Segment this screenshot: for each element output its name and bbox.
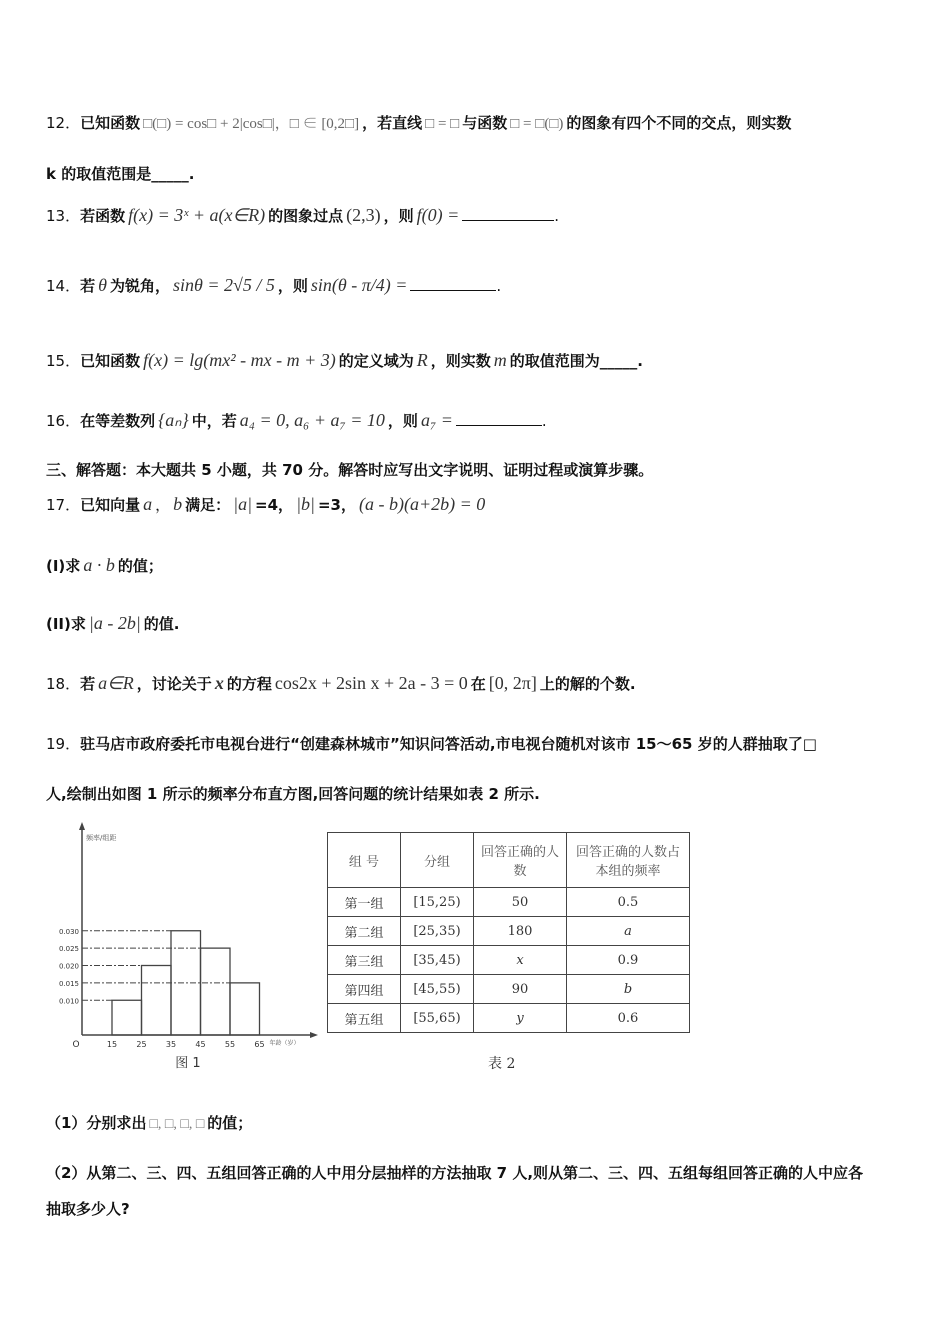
histogram-bar	[142, 966, 172, 1036]
formula: (a - b)(a+2b) = 0	[358, 494, 486, 514]
text: 的值；	[117, 557, 163, 575]
text: ，则实数	[430, 352, 491, 370]
column-header: 回答正确的人数占本组的频率	[567, 833, 690, 888]
question-19-cont: 人,绘制出如图 1 所示的频率分布直方图,回答问题的统计结果如表 2 所示.	[46, 785, 540, 803]
formula: □(□) = cos□ + 2|cos□|，□ ∈ [0,2□]	[143, 116, 360, 132]
table-cell: y	[474, 1004, 567, 1033]
histogram-chart	[40, 820, 320, 1080]
formula: R	[416, 350, 428, 370]
text: 求	[70, 615, 86, 633]
text: 在	[470, 675, 486, 693]
y-tick-label: 0.020	[58, 962, 79, 971]
table-row	[328, 888, 690, 917]
text: =3，	[317, 496, 356, 514]
formula: sin(θ - π/4) =	[310, 275, 408, 295]
formula: b	[173, 494, 183, 514]
q-number: 15．	[46, 352, 81, 370]
table-cell: [25,35)	[401, 917, 474, 946]
table-cell: 第三组	[328, 946, 401, 975]
y-tick-label: 0.030	[58, 927, 79, 936]
text: 已知函数	[80, 114, 141, 132]
answer-blank	[456, 424, 542, 426]
question-19-part2-cont: 抽取多少人?	[46, 1200, 130, 1218]
question-12	[46, 112, 791, 133]
text: 若	[80, 277, 96, 295]
q-number: 12．	[46, 114, 81, 132]
table-cell: 第五组	[328, 1004, 401, 1033]
q-number: 14．	[46, 277, 81, 295]
x-tick-label: 35	[165, 1040, 177, 1049]
text: 的定义域为	[338, 352, 414, 370]
table-row	[328, 1004, 690, 1033]
text: 上的解的个数.	[539, 675, 636, 693]
text: =4，	[255, 496, 294, 514]
y-axis-arrow	[79, 822, 85, 830]
text: ，则	[277, 277, 308, 295]
formula: θ	[98, 275, 107, 295]
formula: a∈R	[98, 673, 134, 693]
formula: a · b	[83, 555, 115, 575]
y-tick-label: 0.015	[58, 979, 79, 988]
text: 中，若	[191, 412, 237, 430]
text: 在等差数列	[80, 412, 156, 430]
text: .	[496, 277, 502, 295]
table-cell: 第一组	[328, 888, 401, 917]
table-header	[328, 833, 690, 888]
question-17-part1	[46, 555, 163, 576]
formula: x	[214, 673, 224, 693]
text: 已知向量	[80, 496, 141, 514]
answer-blank	[410, 289, 496, 291]
table-cell: 180	[474, 917, 567, 946]
table-cell: 0.9	[567, 946, 690, 975]
table-cell: 0.6	[567, 1004, 690, 1033]
question-17	[46, 494, 488, 515]
question-12-cont: k 的取值范围是_____.	[46, 165, 195, 183]
text: .	[541, 412, 547, 430]
x-tick-label: 55	[224, 1040, 236, 1049]
formula: [0, 2π]	[488, 673, 537, 693]
q-number: 19．	[46, 735, 81, 753]
text: 的取值范围为_____.	[509, 352, 643, 370]
table-cell: [15,25)	[401, 888, 474, 917]
text: 为锐角，	[109, 277, 170, 295]
formula: a	[143, 494, 153, 514]
text: 的方程	[226, 675, 272, 693]
formula: {aₙ}	[158, 410, 189, 430]
formula: sinθ = 2√5 / 5	[172, 275, 275, 295]
question-14	[46, 275, 501, 296]
table-cell: 第二组	[328, 917, 401, 946]
x-tick-label: 25	[136, 1040, 147, 1049]
answer-blank	[462, 219, 554, 221]
formula: f(x) = lg(mx² - mx - m + 3)	[143, 350, 336, 370]
formula: (2,3)	[346, 205, 381, 225]
x-axis-label: 年龄（岁）	[269, 1040, 300, 1047]
question-16	[46, 410, 547, 431]
text: ，	[155, 496, 171, 514]
question-18	[46, 673, 636, 694]
table-row	[328, 975, 690, 1004]
text: 的图象过点	[268, 207, 344, 225]
text: 若函数	[80, 207, 126, 225]
text: 的值.	[143, 615, 180, 633]
text: 与函数	[462, 114, 508, 132]
table-cell: 0.5	[567, 888, 690, 917]
part-label: (II)	[46, 615, 71, 633]
formula: □ = □	[425, 116, 460, 132]
text: ，讨论关于	[136, 675, 212, 693]
table-cell: 90	[474, 975, 567, 1004]
table-cell: 第四组	[328, 975, 401, 1004]
x-tick-label: 65	[254, 1040, 265, 1049]
text: （1）分别求出	[46, 1114, 147, 1132]
text: ，若直线	[362, 114, 423, 132]
text: 满足：	[185, 496, 231, 514]
text: 的图象有四个不同的交点，则实数	[566, 114, 792, 132]
q-number: 13．	[46, 207, 81, 225]
formula: a₄ = 0, a₆ + a₇ = 10	[239, 410, 385, 430]
q-number: 18．	[46, 675, 81, 693]
text: 若	[80, 675, 96, 693]
text: 的值；	[207, 1114, 253, 1132]
x-axis-arrow	[310, 1032, 318, 1038]
y-tick-label: 0.025	[58, 945, 79, 954]
origin-label: O	[72, 1040, 80, 1050]
text: .	[554, 207, 560, 225]
section-heading: 三、解答题：本大题共 5 小题，共 70 分。解答时应写出文字说明、证明过程或演算步骤。	[46, 461, 654, 479]
table-cell: a	[567, 917, 690, 946]
question-13	[46, 205, 559, 226]
question-15	[46, 350, 643, 371]
table-cell: [45,55)	[401, 975, 474, 1004]
table-cell: [35,45)	[401, 946, 474, 975]
column-header: 回答正确的人数	[474, 833, 567, 888]
formula: |b|	[296, 494, 315, 514]
formula: f(x) = 3ˣ + a(x∈R)	[128, 205, 266, 225]
histogram-bar	[201, 948, 231, 1035]
formula: a₇ =	[420, 410, 453, 430]
text: ，则	[383, 207, 414, 225]
q-number: 17．	[46, 496, 81, 514]
y-axis-label: 频率/组距	[86, 834, 117, 842]
part-label: (I)	[46, 557, 66, 575]
question-19	[46, 733, 817, 754]
stats-table	[327, 832, 690, 1033]
q-number: 16．	[46, 412, 81, 430]
formula: m	[493, 350, 507, 370]
text: 已知函数	[80, 352, 141, 370]
text: ，则	[387, 412, 418, 430]
formula: |a|	[233, 494, 253, 514]
formula: □ = □(□)	[510, 116, 564, 132]
table-cell: b	[567, 975, 690, 1004]
y-tick-label: 0.010	[58, 997, 79, 1006]
formula: □, □, □, □	[149, 1117, 205, 1132]
text: 驻马店市政府委托市电视台进行“创建森林城市”知识问答活动,市电视台随机对该市 15～65 岁的人群抽取了□	[80, 735, 817, 753]
table-caption: 表 2	[488, 1056, 516, 1072]
question-19-part2: （2）从第二、三、四、五组回答正确的人中用分层抽样的方法抽取 7 人,则从第二、三、四、五组每组回答正确的人中应各	[46, 1164, 864, 1182]
formula: |a - 2b|	[88, 613, 141, 633]
formula: cos2x + 2sin x + 2a - 3 = 0	[274, 673, 468, 693]
formula: f(0) =	[416, 205, 460, 225]
x-tick-label: 15	[106, 1040, 118, 1049]
table-cell: x	[474, 946, 567, 975]
table-row	[328, 946, 690, 975]
question-17-part2	[46, 613, 179, 634]
table-row	[328, 917, 690, 946]
table-cell: 50	[474, 888, 567, 917]
column-header: 分组	[401, 833, 474, 888]
column-header: 组 号	[328, 833, 401, 888]
table-cell: [55,65)	[401, 1004, 474, 1033]
x-tick-label: 45	[195, 1040, 206, 1049]
table-body	[328, 888, 690, 1033]
question-19-part1	[46, 1112, 252, 1133]
histogram-bar	[230, 983, 260, 1035]
text: 求	[65, 557, 81, 575]
histogram-bar	[112, 1000, 142, 1035]
chart-title: 图 1	[175, 1056, 201, 1071]
